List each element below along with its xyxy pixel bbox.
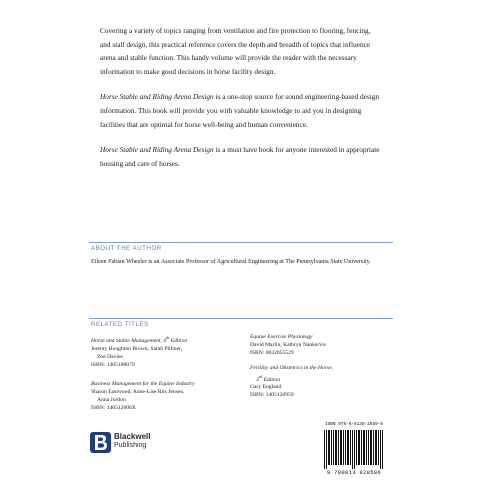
divider [89, 242, 393, 243]
blurb [100, 24, 382, 182]
related-title-isbn: ISBN: 1405100079 [91, 361, 135, 368]
related-titles-heading: RELATED TITLES [91, 321, 149, 328]
blurb-paragraph-1: Covering a variety of topics ranging from ventilation and fire protection to flooring, fencing, and stall design, this practical reference covers the depth and breadth of topics that influence arena and stable function. This handy volume will provide the reader with the necessary information to make good decisions in horse facility design. [100, 26, 371, 76]
barcode [320, 422, 388, 476]
related-title-edition: 3rd Edition [256, 373, 281, 383]
related-title-entry [250, 365, 390, 400]
related-title-authors: Zoe Davies [97, 353, 123, 360]
book-title: Horse Stable and Riding Arena Design [100, 92, 214, 102]
book-title: Horse Stable and Riding Arena Design [100, 145, 214, 155]
related-title-authors: David Marlin, Kathryn Nankervis [250, 341, 326, 348]
related-right-column [250, 334, 390, 407]
related-title-name: Fertility and Obstetrics in the Horse, [250, 364, 333, 371]
related-title-authors: Jeremy Houghton Brown, Sarah Pilliner, [91, 345, 183, 352]
related-left-column [91, 334, 236, 420]
barcode-isbn: ISBN 978-0-8138-2859-6 [325, 422, 383, 427]
related-title-authors: Gary England [250, 384, 282, 391]
related-title-name: Horse and Stable Management, 4th Edition [91, 335, 188, 344]
related-title-entry [250, 334, 390, 358]
about-author-heading: ABOUT THE AUTHOR [91, 245, 162, 252]
blurb-paragraph-3 [100, 143, 382, 170]
blurb-paragraph-3-text: is a must have book for anyone interested in appropriate housing and care of horses. [100, 145, 380, 168]
related-title-name: Business Management for the Equine Industry [91, 381, 195, 388]
publisher-logo [90, 432, 150, 482]
related-title-isbn: ISBN: 0632055529 [250, 349, 294, 356]
blackwell-logo-icon [90, 432, 111, 453]
publisher-name: Blackwell [114, 432, 151, 441]
barcode-digits: 9 780813 828596 [326, 469, 381, 476]
related-title-entry [91, 334, 236, 369]
publisher-subname: Publishing [114, 442, 147, 449]
related-title-authors: Anna Jordon [97, 397, 126, 404]
related-title-authors: Sharon Eastwood, Anne-Lise Riis Jensen, [91, 389, 185, 396]
blurb-paragraph-2-text: is a one-stop source for sound engineering-based design information. This book will provide you with valuable knowledge to aid you in designing facilities that are optimal for horse well-being and human convenience. [100, 92, 380, 129]
about-author-text: Eileen Fabian Wheeler is an Associate Professor of Agricultural Engineering at The Pennsylvania State University. [91, 259, 371, 265]
barcode-bars [324, 430, 384, 469]
related-title-isbn: ISBN: 140512606X [91, 405, 136, 412]
related-title-isbn: ISBN: 1405120959 [250, 392, 294, 399]
related-title-name: Equine Exercise Physiology [250, 334, 313, 340]
related-title-entry [91, 381, 236, 413]
divider [89, 318, 393, 319]
blurb-paragraph-2 [100, 90, 382, 131]
